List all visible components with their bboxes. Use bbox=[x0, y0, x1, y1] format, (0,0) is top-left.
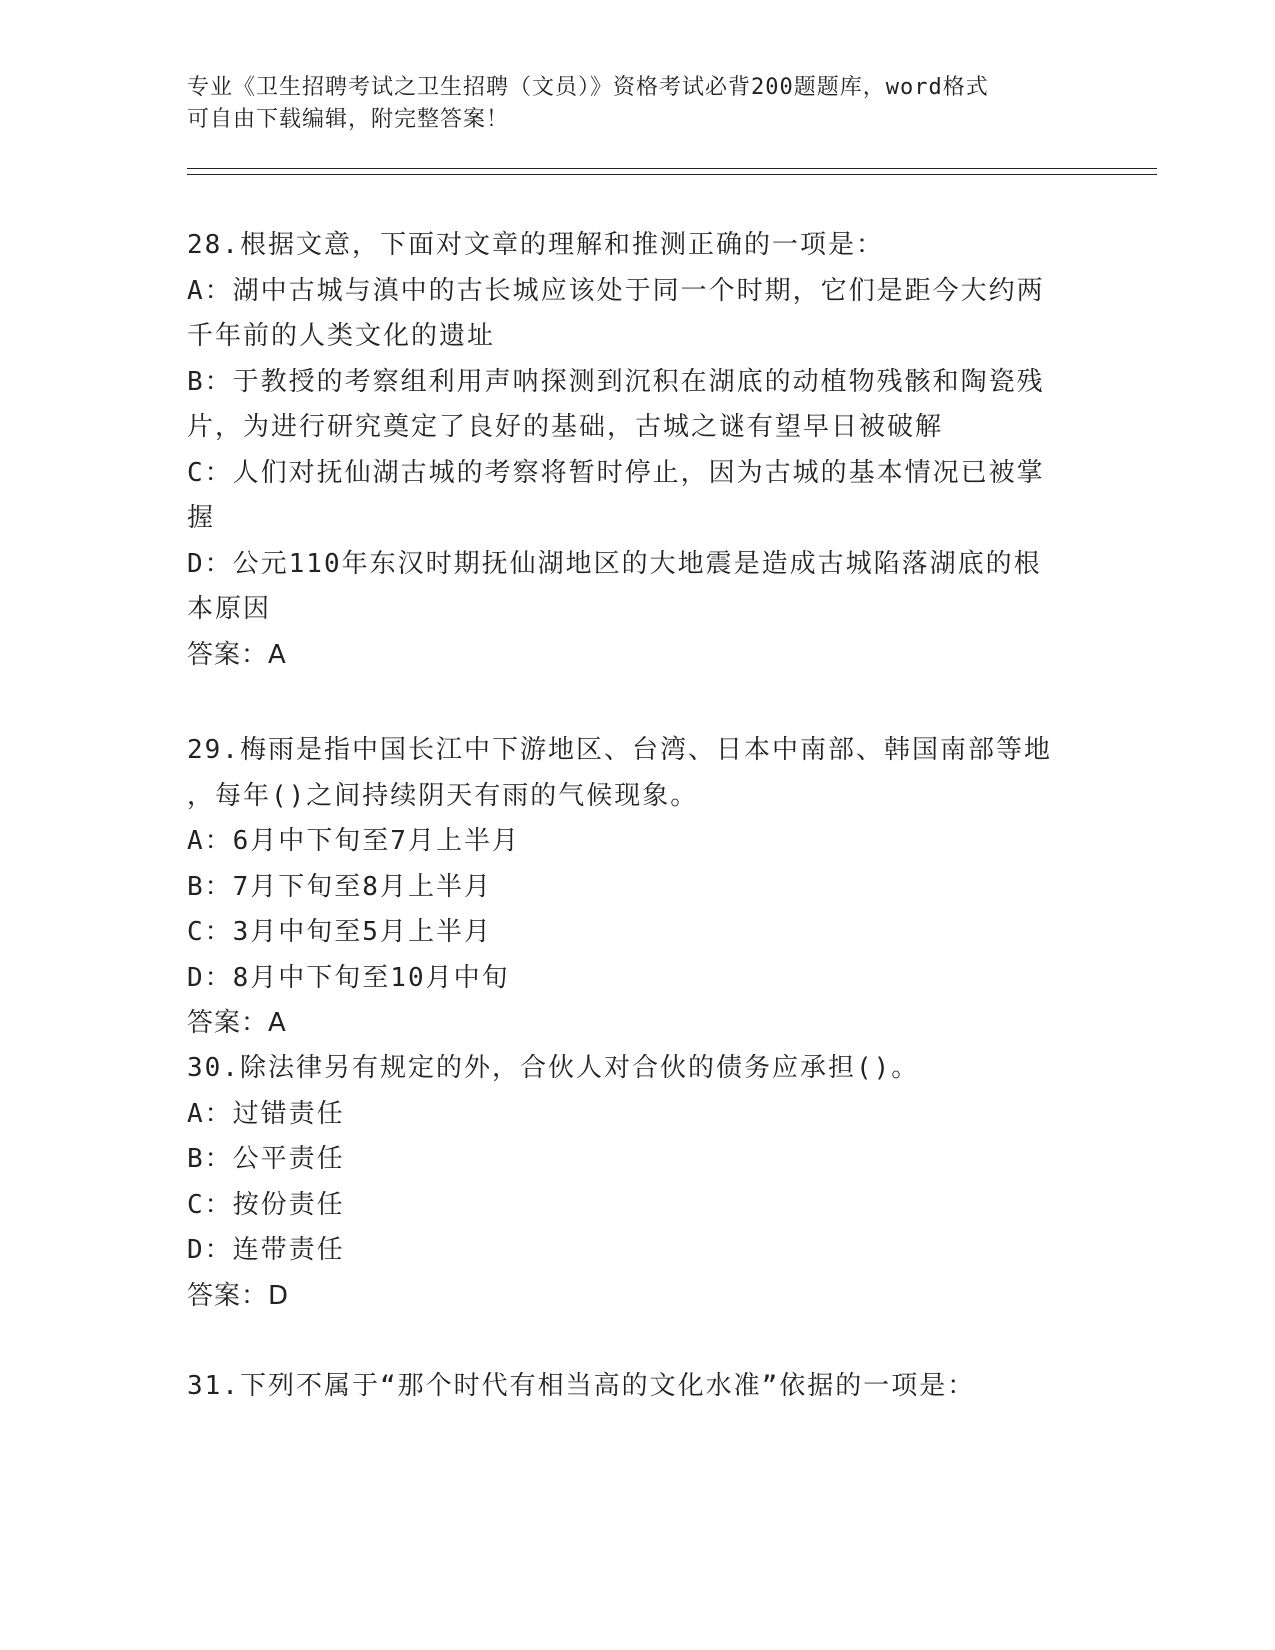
question-stem-cont: ，每年()之间持续阴天有雨的气候现象。 bbox=[187, 780, 699, 811]
header-line-2: 可自由下载编辑，附完整答案！ bbox=[187, 107, 510, 132]
option-b: B：公平责任 bbox=[187, 1144, 345, 1174]
answer: 答案：D bbox=[187, 1280, 290, 1311]
answer: 答案：A bbox=[187, 639, 287, 670]
header-divider-top bbox=[187, 168, 1157, 169]
question-stem: 28.根据文意，下面对文章的理解和推测正确的一项是： bbox=[187, 230, 884, 260]
answer: 答案：A bbox=[187, 1008, 287, 1038]
option-a: A：6月中下旬至7月上半月 bbox=[187, 826, 520, 856]
question-stem: 29.梅雨是指中国长江中下游地区、台湾、日本中南部、韩国南部等地 bbox=[187, 735, 1052, 765]
option-c: C：3月中旬至5月上半月 bbox=[187, 917, 492, 947]
option-b: B：7月下旬至8月上半月 bbox=[187, 871, 492, 902]
option-c: C：人们对抚仙湖古城的考察将暂时停止，因为古城的基本情况已被掌 bbox=[187, 457, 1045, 488]
document-header bbox=[187, 72, 1067, 136]
question-stem: 30.除法律另有规定的外，合伙人对合伙的债务应承担()。 bbox=[187, 1053, 920, 1083]
option-c: C：按份责任 bbox=[187, 1189, 345, 1220]
option-d-cont: 本原因 bbox=[187, 594, 272, 624]
option-b-cont: 片，为进行研究奠定了良好的基础，古城之谜有望早日被破解 bbox=[187, 412, 944, 442]
question-31 bbox=[187, 1364, 1087, 1410]
option-c-cont: 握 bbox=[187, 503, 216, 533]
header-divider-bottom bbox=[187, 174, 1157, 175]
option-b: B：于教授的考察组利用声呐探测到沉积在湖底的动植物残骸和陶瓷残 bbox=[187, 366, 1045, 397]
question-30 bbox=[187, 1046, 1087, 1319]
header-line-1: 专业《卫生招聘考试之卫生招聘（文员）》资格考试必背200题题库，word格式 bbox=[187, 75, 989, 100]
option-d: D：连带责任 bbox=[187, 1235, 345, 1265]
question-29 bbox=[187, 728, 1087, 1047]
option-a: A：湖中古城与滇中的古长城应该处于同一个时期，它们是距今大约两 bbox=[187, 275, 1045, 306]
option-d: D：8月中下旬至10月中旬 bbox=[187, 962, 510, 993]
option-a: A：过错责任 bbox=[187, 1098, 345, 1129]
question-28 bbox=[187, 223, 1087, 678]
option-d: D：公元110年东汉时期抚仙湖地区的大地震是造成古城陷落湖底的根 bbox=[187, 548, 1042, 579]
option-a-cont: 千年前的人类文化的遗址 bbox=[187, 321, 496, 351]
question-stem: 31.下列不属于“那个时代有相当高的文化水准”依据的一项是： bbox=[187, 1371, 976, 1401]
